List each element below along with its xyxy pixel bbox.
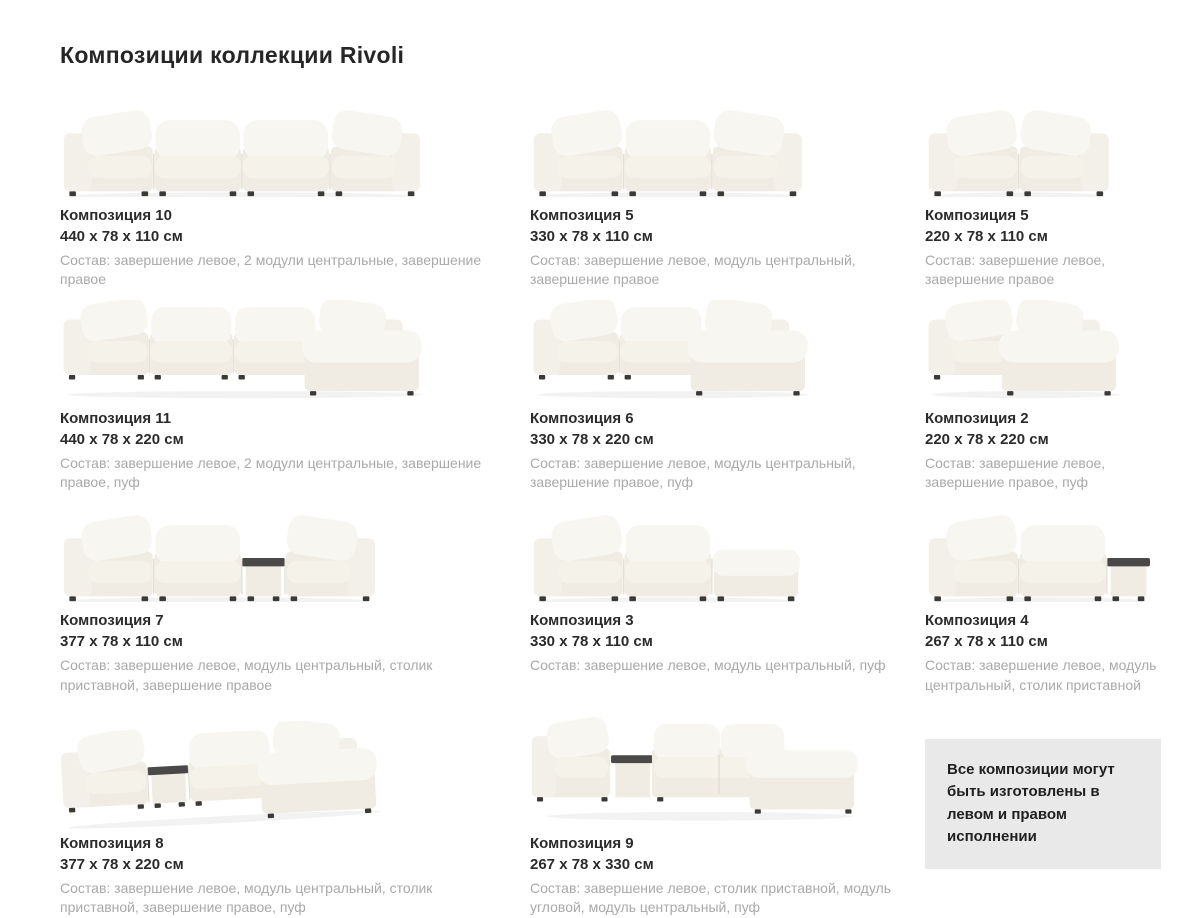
composition-dimensions: 220 x 78 x 110 см — [925, 228, 1048, 245]
sofa-image-composition-4 — [925, 502, 1170, 602]
composition-dimensions: 330 x 78 x 110 см — [530, 228, 653, 245]
composition-name: Композиция 10 — [60, 207, 172, 224]
composition-name: Композиция 9 — [530, 834, 634, 852]
composition-card — [60, 97, 510, 290]
sofa-image-composition-7 — [60, 502, 510, 602]
composition-structure: Состав: завершение левое, 2 модули центральные, завершение правое, пуф — [60, 454, 482, 490]
composition-structure: Состав: завершение левое, завершение правое — [925, 252, 1106, 288]
sofa-illustration — [530, 710, 861, 825]
composition-card — [530, 705, 905, 918]
composition-name: Композиция 7 — [60, 612, 164, 630]
sofa-image-composition-10 — [60, 97, 510, 197]
composition-card — [530, 97, 905, 290]
composition-card — [925, 97, 1170, 290]
composition-dimensions: 377 x 78 x 110 см — [60, 633, 183, 651]
compositions-grid — [60, 97, 1170, 918]
composition-name: Композиция 2 — [925, 409, 1029, 427]
composition-structure: Состав: завершение левое, модуль центральный, столик приставной, завершение правое — [60, 657, 433, 693]
composition-dimensions: 330 x 78 x 220 см — [530, 430, 654, 448]
composition-dimensions: 220 x 78 x 220 см — [925, 430, 1049, 448]
composition-structure: Состав: завершение левое, модуль центральный, столик приставной, завершение правое, пуф — [60, 879, 433, 916]
sofa-image-composition-5-330 — [530, 97, 905, 197]
sofa-illustration — [925, 107, 1113, 197]
composition-card — [530, 502, 905, 695]
composition-card — [925, 300, 1170, 493]
composition-dimensions: 267 x 78 x 110 см — [925, 633, 1048, 651]
sofa-illustration — [530, 107, 806, 197]
sofa-image-composition-11 — [60, 300, 510, 400]
composition-card — [60, 705, 510, 918]
sofa-image-composition-9 — [530, 705, 905, 825]
note-cell — [925, 705, 1170, 918]
composition-structure: Состав: завершение левое, завершение правое, пуф — [925, 454, 1106, 490]
composition-structure: Состав: завершение левое, модуль центральный, завершение правое, пуф — [530, 454, 856, 490]
sofa-illustration — [56, 716, 388, 833]
composition-name: Композиция 11 — [60, 409, 172, 427]
composition-dimensions: 267 x 78 x 330 см — [530, 855, 654, 873]
composition-structure: Состав: завершение левое, 2 модули центральные, завершение правое — [60, 252, 482, 288]
sofa-image-composition-6 — [530, 300, 905, 400]
composition-name: Композиция 5 — [925, 207, 1029, 224]
sofa-illustration — [925, 300, 1127, 400]
sofa-image-composition-2 — [925, 300, 1170, 400]
composition-name: Композиция 5 — [530, 207, 634, 224]
sofa-illustration — [530, 300, 816, 400]
sofa-illustration — [60, 107, 424, 197]
composition-structure: Состав: завершение левое, модуль центральный, столик приставной — [925, 657, 1157, 693]
sofa-illustration — [60, 512, 379, 602]
sofa-image-composition-3 — [530, 502, 905, 602]
sofa-image-composition-5-220 — [925, 97, 1170, 197]
composition-dimensions: 330 x 78 x 110 см — [530, 633, 653, 651]
composition-card — [60, 300, 510, 493]
composition-card — [530, 300, 905, 493]
composition-dimensions: 377 x 78 x 220 см — [60, 855, 184, 873]
sofa-image-composition-8 — [60, 705, 510, 825]
composition-dimensions: 440 x 78 x 110 см — [60, 228, 183, 245]
composition-structure: Состав: завершение левое, модуль центральный, завершение правое — [530, 252, 856, 288]
sofa-illustration — [530, 512, 804, 602]
composition-structure: Состав: завершение левое, столик приставной, модуль угловой, модуль центральный, пуф — [530, 879, 891, 916]
composition-name: Композиция 4 — [925, 612, 1029, 630]
composition-name: Композиция 3 — [530, 612, 634, 630]
composition-structure: Состав: завершение левое, модуль центральный, пуф — [530, 657, 886, 674]
sofa-illustration — [925, 512, 1154, 602]
sofa-illustration — [60, 300, 430, 400]
composition-card — [60, 502, 510, 695]
composition-card — [925, 502, 1170, 695]
page-title: Композиции коллекции Rivoli — [60, 42, 405, 68]
note-box — [925, 739, 1161, 869]
composition-name: Композиция 8 — [60, 834, 164, 852]
note-text: Все композиции могут быть изготовлены в левом и правом исполнении — [947, 760, 1115, 846]
composition-name: Композиция 6 — [530, 409, 634, 427]
composition-dimensions: 440 x 78 x 220 см — [60, 430, 184, 448]
